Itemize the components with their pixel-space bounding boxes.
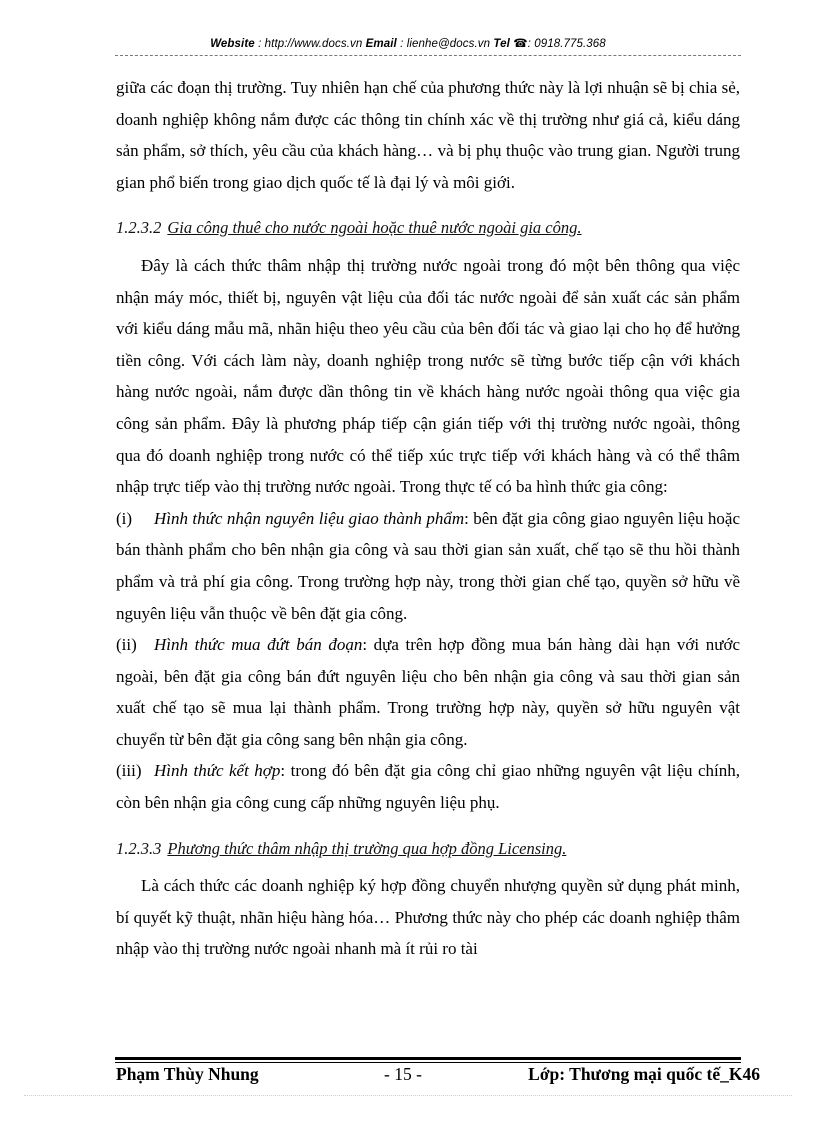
list-item-label: (ii) <box>116 635 137 655</box>
list-item <box>116 755 740 818</box>
list-item <box>116 629 740 755</box>
paragraph-intro: giữa các đoạn thị trường. Tuy nhiên hạn chế của phương thức này là lợi nhuận sẽ bị chia sẻ, doanh nghiệp không nắm được các thông tin chính xác về thị trường như giá cả, kiểu dáng sản phẩm, sở thích, yêu cầu của khách hàng… và bị phụ thuộc vào trung gian. Người trung gian phổ biến trong giao dịch quốc tế là đại lý và môi giới. <box>116 78 740 192</box>
section-heading-1-2-3-3 <box>116 833 740 865</box>
email-value: : lienhe@docs.vn <box>396 38 494 50</box>
tel-value: : 0918.775.368 <box>527 38 606 50</box>
list-item-label: (i) <box>116 508 133 528</box>
section-title: Gia công thuê cho nước ngoài hoặc thuê nước ngoài gia công. <box>167 218 582 238</box>
list-item-text: : bên đặt gia công giao nguyên liệu hoặc bán thành phẩm cho bên nhận gia công và sau thời gian sản xuất, chế tạo sẽ thu hồi thành phẩm và trả phí gia công. Trong trường hợp này, trong thời gian chế tạo, quyền sở hữu về nguyên liệu vẫn thuộc về bên đặt gia công. <box>116 508 740 623</box>
paragraph-gia-cong: Đây là cách thức thâm nhập thị trường nước ngoài trong đó một bên thông qua việc nhận máy móc, thiết bị, nguyên vật liệu của đối tác nước ngoài để sản xuất các sản phẩm với kiểu dáng mẫu mã, nhãn hiệu theo yêu cầu của bên đối tác và giao lại cho họ để hưởng tiền công. Với cách làm này, doanh nghiệp trong nước sẽ từng bước tiếp cận với khách hàng nước ngoài, nắm được dần thông tin về khách hàng nước ngoài thông qua việc gia công sản phẩm. Đây là phương pháp tiếp cận gián tiếp với thị trường nước ngoài, thông qua đó doanh nghiệp trong nước có thể tiếp xúc trực tiếp với khách hàng và có thể thâm nhập trực tiếp vào thị trường nước ngoài. Trong thực tế có ba hình thức gia công: <box>116 255 740 497</box>
footer-class: Lớp: Thương mại quốc tế_K46 <box>528 1064 760 1084</box>
phone-icon: ☎ <box>513 38 528 50</box>
list-item-text: : dựa trên hợp đồng mua bán hàng dài hạn với nước ngoài, bên đặt gia công bán đứt nguyên liệu cho bên nhận gia công và sau thời gian sản xuất chế tạo sẽ mua lại thành phẩm. Trong trường hợp này, quyền sở hữu nguyên vật chuyển từ bên đặt gia công sang bên nhận gia công. <box>116 635 740 749</box>
list-item-term: Hình thức mua đứt bán đoạn <box>154 635 363 655</box>
page-edge-divider <box>24 1095 792 1096</box>
list-item-text: : trong đó bên đặt gia công chỉ giao những nguyên vật liệu chính, còn bên nhận gia công cung cấp những nguyên liệu phụ. <box>116 761 740 813</box>
website-value: : http://www.docs.vn <box>254 38 366 50</box>
page-number: - 15 - <box>384 1064 422 1084</box>
header-divider <box>115 55 741 56</box>
paragraph-licensing: Là cách thức các doanh nghiệp ký hợp đồng chuyển nhượng quyền sử dụng phát minh, bí quyết kỹ thuật, nhãn hiệu hàng hóa… Phương thức này cho phép các doanh nghiệp thâm nhập vào thị trường nước ngoài nhanh mà ít rủi ro tài <box>116 876 740 959</box>
page-header <box>0 36 816 50</box>
tel-label: Tel <box>493 38 510 50</box>
section-number: 1.2.3.2 <box>116 218 162 238</box>
website-label: Website <box>210 38 255 50</box>
section-number: 1.2.3.3 <box>116 838 162 858</box>
section-title: Phương thức thâm nhập thị trường qua hợp đồng Licensing. <box>167 838 567 858</box>
list-item-term: Hình thức nhận nguyên liệu giao thành phẩm <box>154 508 465 528</box>
footer-author: Phạm Thùy Nhung <box>116 1064 259 1084</box>
list-item <box>116 503 740 629</box>
footer-divider-thin <box>115 1062 741 1063</box>
list-item-term: Hình thức kết hợp <box>154 761 281 781</box>
section-heading-1-2-3-2 <box>116 212 740 244</box>
page-content <box>116 72 740 965</box>
email-label: Email <box>365 38 397 50</box>
list-item-label: (iii) <box>116 761 142 781</box>
footer-divider-thick <box>115 1057 741 1060</box>
